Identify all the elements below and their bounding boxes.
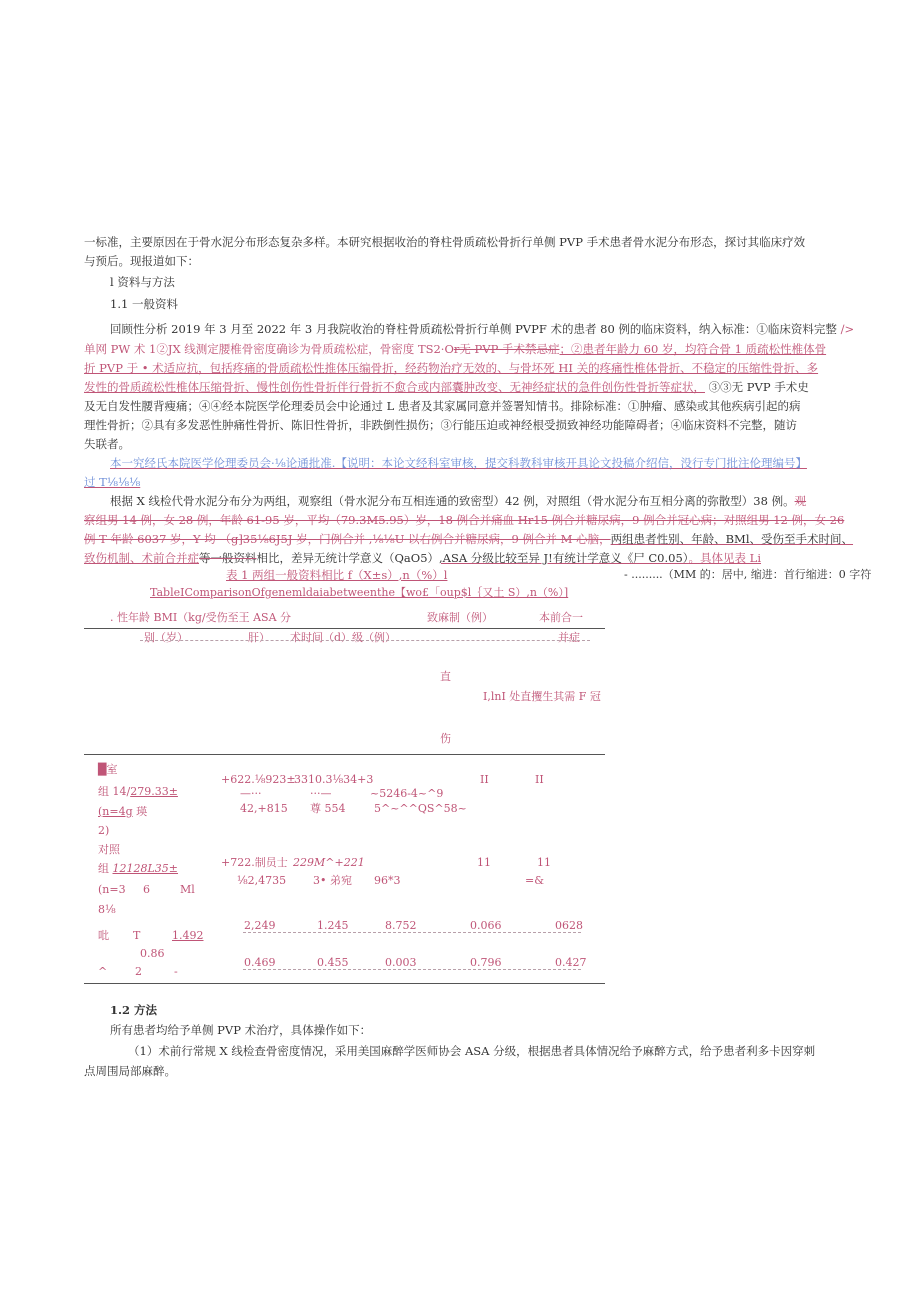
obs-comorbidity: II: [535, 773, 544, 786]
stat1-asa: 8.752: [385, 919, 417, 932]
para2-asa: ,ASA 分级比较至异 J!有统计学意义《尸 C0.05）: [439, 551, 689, 565]
stat1-bmi: 2,249: [244, 919, 276, 932]
para1-tracked-mark: ∕>: [840, 322, 855, 336]
stat1-label: 吡: [98, 929, 109, 942]
para1-line-1: [110, 321, 854, 337]
obs-n-row: [98, 805, 147, 819]
para2-see-table: 。具体见表 Li: [688, 551, 762, 565]
obs-group-label: █室: [98, 763, 118, 776]
obs-bmi-2: 42,+815: [240, 802, 288, 815]
obs-n-suffix: 瑛: [136, 805, 148, 818]
para1-line-4: [84, 379, 809, 395]
intro-line-2: 与预后。现报道如下：: [84, 254, 199, 268]
para1-line-7: 失联者。: [84, 437, 130, 451]
para2-tracked-insert: 两组患者性别、年龄、BMl、受伤至手术时间、: [610, 532, 854, 546]
ctrl-group-label: 对照: [98, 843, 120, 856]
methods-line-1: 所有患者均给予单侧 PVP 术治疗，具体操作如下：: [110, 1023, 372, 1037]
obs-group-row: [98, 785, 178, 799]
para1-line-3: 折 PVP 于 • 术适应抗，包括疼痛的骨质疏松性推体压编骨折，经药物治疗无效的、与骨坏死 HI 关的疼痛性椎体骨折、不稳定的压缩性骨折、多: [84, 361, 819, 375]
stat2-comorbidity: 0.427: [555, 956, 587, 969]
para2-line-1: [110, 493, 806, 509]
table-top-rule: [84, 628, 605, 629]
ctrl-comorbidity: 11: [537, 856, 551, 869]
obs-asa: ~5246-4~^9: [370, 787, 444, 800]
stat1-comorbidity: 0628: [555, 919, 583, 932]
ctrl-label: 组: [98, 862, 113, 875]
ctrl-n-close: 8⅛: [98, 903, 116, 916]
para1-line-6: 理性骨折；②具有多发恶性肿痛性骨折、陈旧性骨折，非跌倒性损伤；③行能压迫或神经根受损致神经功能障碍者；④临床资料不完整，随访: [84, 418, 797, 432]
stat2-dash: -: [174, 965, 178, 978]
obs-asa-2: 5^~^^QS^58~: [374, 802, 467, 815]
para2-line-3: [84, 531, 853, 547]
para2-tracked-delete: 观: [794, 494, 807, 508]
para1-tracked-delete: r无 PVP 手术禁忌症: [453, 342, 560, 356]
obs-age: 279.33±: [130, 785, 178, 798]
table-header-comorbidity-2: 并症: [558, 631, 580, 644]
table-header-bmi-unit: 肝）: [248, 631, 270, 644]
para2-causes: 致伤机制、术前合并症: [84, 551, 199, 565]
section-title-materials-methods: l 资料与方法: [110, 275, 175, 289]
table-title-cn: 表 1 两组一般资料相比 f（X±s）,n（%）l: [226, 568, 448, 582]
methods-line-2: （1）术前行常规 X 线检查骨密度情况，采用美国麻醉学医师协会 ASA 分级，根据患者具体情况给予麻醉方式，给予患者利多卡因穿刺: [128, 1044, 816, 1058]
ctrl-time-2: 3• 弟宛: [313, 874, 352, 887]
obs-bmi: +622.⅛923±: [221, 773, 296, 786]
methods-line-3: 点周围局部麻醉。: [84, 1064, 176, 1078]
stat1-injury: 0.066: [470, 919, 502, 932]
stat1-t: T: [133, 929, 141, 942]
obs-label: 组 14/: [98, 785, 131, 798]
stat2-label: ^: [98, 965, 108, 978]
para1-tracked-insert: 单网 PW 术 1②JX 线测定腰椎骨密度确诊为骨质疏松症，骨密度 TS2·O: [84, 342, 454, 356]
ctrl-asa: 96*3: [374, 874, 401, 887]
para2-deleted-general: 等一般资料: [199, 551, 257, 565]
obs-time-dash: ···—: [310, 787, 332, 800]
ctrl-time: 229M^+221: [293, 856, 365, 869]
table-format-note: - .........（MM 的：居中, 缩进：首行缩进：0 字符: [624, 568, 872, 581]
stat1-age: 1.492: [172, 929, 204, 942]
para2-line-2: 察组男 14 例，女 28 例，年龄 61-95 岁，平均（79.3M5.95）岁，18 例合并痛血 Hr15 例合并糖尿病，9 例合并冠心病；对照组男 12 例，女 26: [84, 513, 845, 527]
para1-line-5: 及无自发性腰背瘦痛；④④经本院医学伦理委员会中论通过 L 患者及其家属同意并签署知情书。排除标准：①肿瘤、感染或其他疾病引起的病: [84, 399, 801, 413]
ethics-note-line-1: 本一究经氏本院医学伦理委员会·⅛论通批准.【说明：本论文经科室审核，提交科教科审核开具论文投稿介绍信，没行专门批注伦理编号】: [110, 456, 807, 470]
table-header-sub-2: I,lnI 处直攫生其需 F 冠: [483, 690, 601, 703]
table-header-sub-1: 直: [440, 670, 451, 683]
obs-time: 3310.3⅛34+3: [294, 773, 374, 786]
ethics-note-line-2: 过 T⅛⅛⅛: [84, 475, 141, 489]
ctrl-injury: 11: [477, 856, 491, 869]
obs-injury: II: [480, 773, 489, 786]
subsection-title-methods: 1.2 方法: [110, 1003, 158, 1017]
obs-bmi-dash: —···: [240, 787, 262, 800]
para2-tracked-delete-2: 例 T 年龄 6037 岁，Y 均 （g]35⅛6J5J 岁，门例合并 ,⅛⅛U 以右例合并糖尿病，9 例合并 M 心脑，: [84, 532, 611, 546]
para1-tracked-line: 发性的骨质疏松性椎体压缩骨折、慢性创伤性骨折伴行骨折不愈合或内部囊肿改变、无神经症状的急件创伤性骨折等症状，: [84, 380, 705, 394]
stat2-time: 0.455: [317, 956, 349, 969]
obs-n-close: 2): [98, 824, 110, 837]
stat2-bmi: 0.469: [244, 956, 276, 969]
table-header-injury: 致麻制（例）: [427, 611, 493, 624]
para2-line-4: [84, 550, 761, 566]
ctrl-n-six: 6: [143, 883, 150, 896]
ctrl-n: (n=3: [98, 883, 126, 896]
table-header-age-unit: 别（岁）: [144, 631, 188, 644]
table-bottom-rule: [84, 983, 605, 984]
table-title-en: TableIComparisonOfgenemldaiabetweenthe【wo£「oup$l｛又土 S）,n（%）]: [150, 586, 569, 599]
stat2-two: 2: [135, 965, 142, 978]
stat2-injury: 0.796: [470, 956, 502, 969]
subsection-title-general-data: 1.1 一般资料: [110, 297, 178, 311]
obs-time-2: 尊 554: [310, 802, 346, 815]
ctrl-bmi: +722.制员士: [221, 856, 288, 869]
stat1-time: 1.245: [317, 919, 349, 932]
para2-text: 根据 X 线检代骨水泥分布分为两组，观察组（骨水泥分布互相连通的致密型）42 例，对照组（骨水泥分布互相分离的弥散型）38 例。: [110, 494, 795, 508]
ctrl-age: 12128L35±: [112, 862, 179, 875]
ctrl-bmi-2: ⅛2,4735: [237, 874, 287, 887]
table-header-underline: [140, 640, 590, 641]
ctrl-group-row: [98, 862, 178, 876]
table-header-comorbidity: 本前合一: [539, 611, 583, 624]
obs-n: (n=4g: [98, 805, 133, 818]
para2-comparison: 相比，差异无统计学意义（QaO5）: [256, 551, 440, 565]
intro-line-1: 一标准，主要原因在于骨水泥分布形态复杂多样。本研究根据收治的脊柱骨质疏松骨折行单侧 PVP 手术患者骨水泥分布形态，探讨其临床疗效: [84, 235, 806, 249]
para1-line4-tail: ③③无 PVP 手术史: [708, 380, 809, 394]
stat2-asa: 0.003: [385, 956, 417, 969]
table-header-columns: . 性年龄 BMI（kg/受伤至王 ASA 分: [110, 611, 292, 624]
table-header-sub-3: 伤: [440, 732, 451, 745]
stat2-age: 0.86: [140, 947, 165, 960]
para1-tracked-insert-2: ；②患者年龄力 60 岁，均符合骨 1 质疏松性椎体骨: [559, 342, 827, 356]
table-header-rule: [84, 754, 605, 755]
para1-text: 回顾性分析 2019 年 3 月至 2022 年 3 月我院收治的脊柱骨质疏松骨折行单侧 PVPF 术的患者 80 例的临床资料，纳入标准：①临床资料完整: [110, 322, 837, 336]
ctrl-n-ml: Ml: [180, 883, 195, 896]
table-header-time-asa: 术时间（d）级（例）: [290, 631, 397, 644]
para1-line-2: [84, 341, 826, 357]
ctrl-comorbidity-2: =&: [525, 874, 545, 887]
